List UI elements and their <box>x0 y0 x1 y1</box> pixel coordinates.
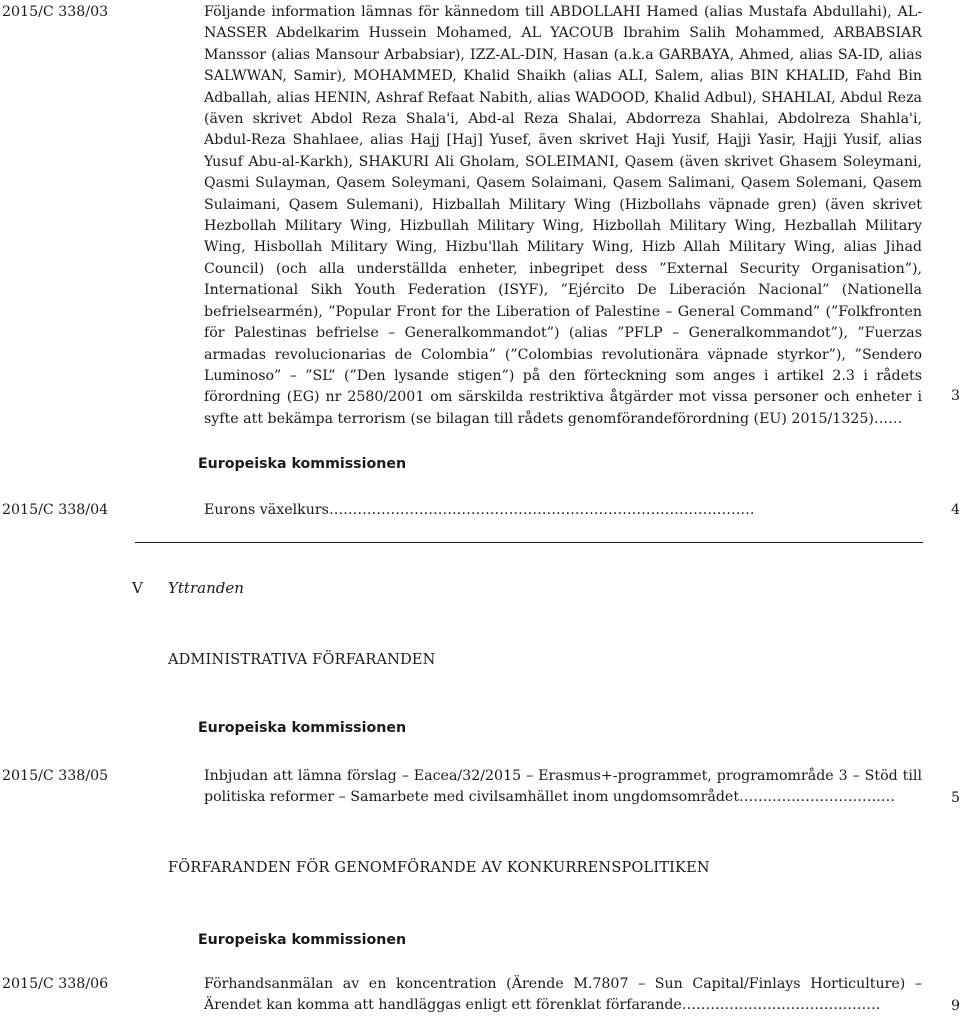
entry-description <box>204 500 922 521</box>
page-number: 5 <box>950 790 960 806</box>
section-divider <box>135 542 923 543</box>
institution-heading: Europeiska kommissionen <box>197 932 407 948</box>
institution-heading: Europeiska kommissionen <box>197 720 407 736</box>
leader-dots: …… <box>873 410 903 427</box>
institution-heading: Europeiska kommissionen <box>197 456 407 472</box>
entry-description <box>204 974 922 1017</box>
document-reference: 2015/C 338/05 <box>2 768 109 784</box>
entry-description <box>204 2 922 430</box>
page-number: 9 <box>950 998 960 1014</box>
entry-text: Eurons växelkurs <box>204 502 329 518</box>
page-number: 3 <box>950 388 960 404</box>
part-title: Yttranden <box>168 579 244 597</box>
entry-text: Följande information lämnas för kännedom till ABDOLLAHI Hamed (alias Mustafa Abdullahi), AL-NASSER Abdelkarim Hussein Mohamed, AL YACOUB Ibrahim Salih Mohammed, ARBABSIAR Manssor (alias Mansour Arbabsiar), IZZ-AL-DIN, Hasan (a.k.a GARBAYA, Ahmed, alias SA-ID, alias SALWWAN, Samir), MOHAMMED, Khalid Shaikh (alias ALI, Salem, alias BIN KHALID, Fahd Bin Adballah, alias HENIN, Ashraf Refaat Nabith, alias WADOOD, Khalid Adbul), SHAHLAI, Abdul Reza (även skrivet Abdol Reza Shala'i, Abd-al Reza Shalai, Abdorreza Shahlai, Abdolreza Shahla'i, Abdul-Reza Shahlaee, alias Hajj [Haj] Yusef, även skrivet Haji Yusif, Hajji Yasir, Hajji Yusif, alias Yusuf Abu-al-Karkh), SHAKURI Ali Gholam, SOLEIMANI, Qasem (även skrivet Ghasem Soleymani, Qasmi Sulayman, Qasem Soleymani, Qasem Solaimani, Qasem Salimani, Qasem Solemani, Qasem Sulaimani, Qasem Sulemani), Hizballah Military Wing (Hizbollahs väpnade gren) (även skrivet Hezbollah Military Wing, Hizbullah Military Wing, Hizbollah Military Wing, Hezballah Military Wing, Hisbollah Military Wing, Hizbu'llah Military Wing, Hizb Allah Military Wing, alias Jihad Council) (och alla underställda enheter, inbegripet dess ”External Security Organisation”), International Sikh Youth Federation (ISYF), ”Ejército De Liberación Nacional” (Nationella befrielsearmén), ”Popular Front for the Liberation of Palestine – General Command” (”Folkfronten för Palestinas befrielse – Generalkommandot”) (alias ”PFLP – Generalkommandot”), ”Fuerzas armadas revolucionarias de Colombia” (”Colombias revolutionära väpnade styrkor”), ”Sendero Luminoso” – ”SL” (”Den lysande stigen”) på den förteckning som anges i artikel 2.3 i rådets förordning (EG) nr 2580/2001 om särskilda restriktiva åtgärder mot vissa personer och enheter i syfte att bekämpa terrorism (se bilagan till rådets genomförandeförordning (EU) 2015/1325) <box>204 4 922 427</box>
section-heading: ADMINISTRATIVA FÖRFARANDEN <box>168 652 436 668</box>
toc-entry <box>0 974 960 1020</box>
toc-entry <box>0 2 960 427</box>
page-number: 4 <box>950 502 960 518</box>
document-reference: 2015/C 338/06 <box>2 976 109 992</box>
document-reference: 2015/C 338/04 <box>2 502 109 518</box>
section-heading: FÖRFARANDEN FÖR GENOMFÖRANDE AV KONKURRENSPOLITIKEN <box>168 860 710 876</box>
entry-text: Förhandsanmälan av en koncentration (Ärende M.7807 – Sun Capital/Finlays Horticulture) – Ärendet kan komma att handläggas enligt ett förenklat förfarande <box>204 976 922 1014</box>
toc-entry <box>0 500 960 524</box>
entry-description <box>204 766 922 809</box>
entry-text: Inbjudan att lämna förslag – Eacea/32/2015 – Erasmus+-programmet, programområde 3 – Stöd till politiska reformer – Samarbete med civilsamhället inom ungdomsområdet <box>204 768 922 806</box>
document-reference: 2015/C 338/03 <box>2 4 109 20</box>
leader-dots: …………………………… <box>739 789 896 806</box>
toc-entry <box>0 766 960 812</box>
part-number: V <box>132 579 143 597</box>
leader-dots: …………………………………… <box>681 997 881 1014</box>
leader-dots: ……………………………………………………………………………… <box>328 502 755 518</box>
